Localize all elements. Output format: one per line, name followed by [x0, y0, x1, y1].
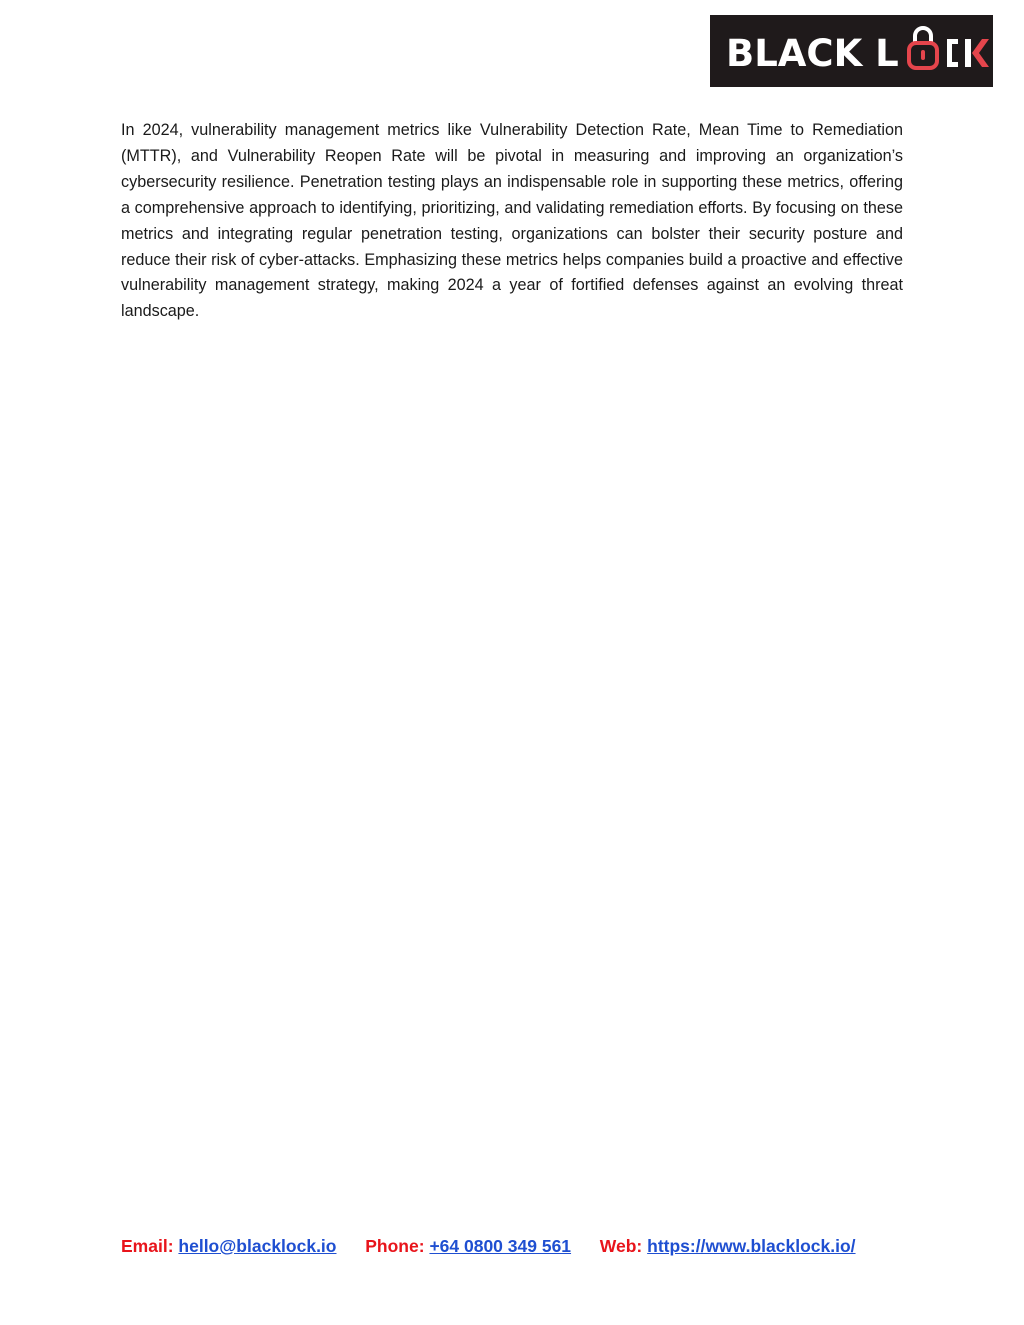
web-link[interactable]: https://www.blacklock.io/ — [647, 1236, 856, 1256]
logo-k-arrow — [972, 39, 989, 67]
padlock-icon — [909, 28, 937, 68]
logo-k-stem — [965, 39, 971, 67]
email-label: Email: — [121, 1236, 174, 1256]
logo-wordmark: BLACK L — [726, 32, 899, 75]
web-label: Web: — [599, 1236, 643, 1256]
phone-link[interactable]: +64 0800 349 561 — [429, 1236, 572, 1256]
blacklock-logo-graphic — [710, 15, 993, 87]
blacklock-logo — [710, 15, 993, 87]
phone-label: Phone: — [365, 1236, 425, 1256]
contact-footer — [121, 1236, 856, 1257]
body-paragraph: In 2024, vulnerability management metrics like Vulnerability Detection Rate, Mean Time to Remediation (MTTR), and Vulnerability Reopen Rate will be pivotal in measuring and improving an organization’s cybersecurity resilience. Penetration testing plays an indispensable role in supporting these metrics, offering a comprehensive approach to identifying, prioritizing, and validating remediation efforts. By focusing on these metrics and integrating regular penetration testing, organizations can bolster their security posture and reduce their risk of cyber-attacks. Emphasizing these metrics helps companies build a proactive and effective vulnerability management strategy, making 2024 a year of fortified defenses against an evolving threat landscape. — [121, 121, 903, 321]
email-link[interactable]: hello@blacklock.io — [178, 1236, 337, 1256]
logo-c-shape — [947, 39, 958, 67]
